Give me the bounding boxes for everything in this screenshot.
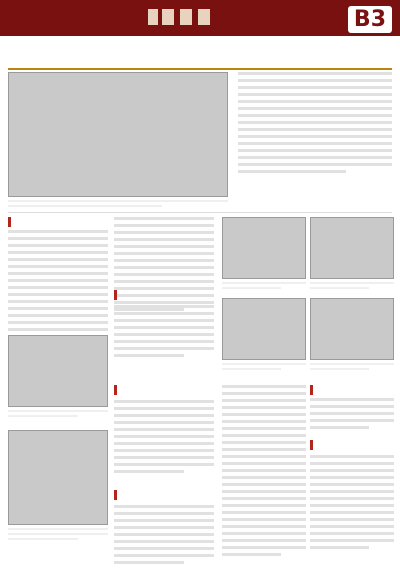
mid-right-photo-4 (310, 298, 394, 360)
article-3-body (114, 400, 214, 477)
lead-text-column (238, 72, 392, 177)
mid-right-photo-3 (222, 298, 306, 360)
article-1-heading (8, 217, 111, 227)
mid-right-photo-1-caption (222, 282, 306, 294)
headline (8, 42, 392, 70)
page-label: B3 (348, 6, 392, 33)
article-4-heading (114, 490, 217, 500)
article-4-body (114, 505, 214, 568)
masthead-logo (140, 3, 230, 31)
mid-right-photo-2-caption (310, 282, 394, 294)
article-6-body (310, 398, 394, 433)
bottom-left-photo-2 (8, 430, 108, 525)
article-2b-body (114, 305, 214, 361)
bottom-left-photo-1-caption (8, 410, 108, 422)
article-6-heading (310, 385, 397, 395)
mid-right-photo-4-caption (310, 363, 394, 375)
article-5-body (222, 385, 306, 560)
article-2-body (114, 217, 214, 315)
section-divider (8, 212, 392, 213)
article-2-heading (114, 290, 217, 300)
top-photo (8, 72, 228, 197)
article-3-heading (114, 385, 217, 395)
article-7-heading (310, 440, 397, 450)
top-photo-caption (8, 200, 228, 212)
bottom-left-photo-2-caption (8, 528, 108, 540)
masthead-logo-mark (140, 3, 230, 31)
article-7-body (310, 455, 394, 553)
mid-right-photo-1 (222, 217, 306, 279)
mid-right-photo-2 (310, 217, 394, 279)
mid-right-photo-3-caption (222, 363, 306, 375)
bottom-left-photo-1 (8, 335, 108, 407)
